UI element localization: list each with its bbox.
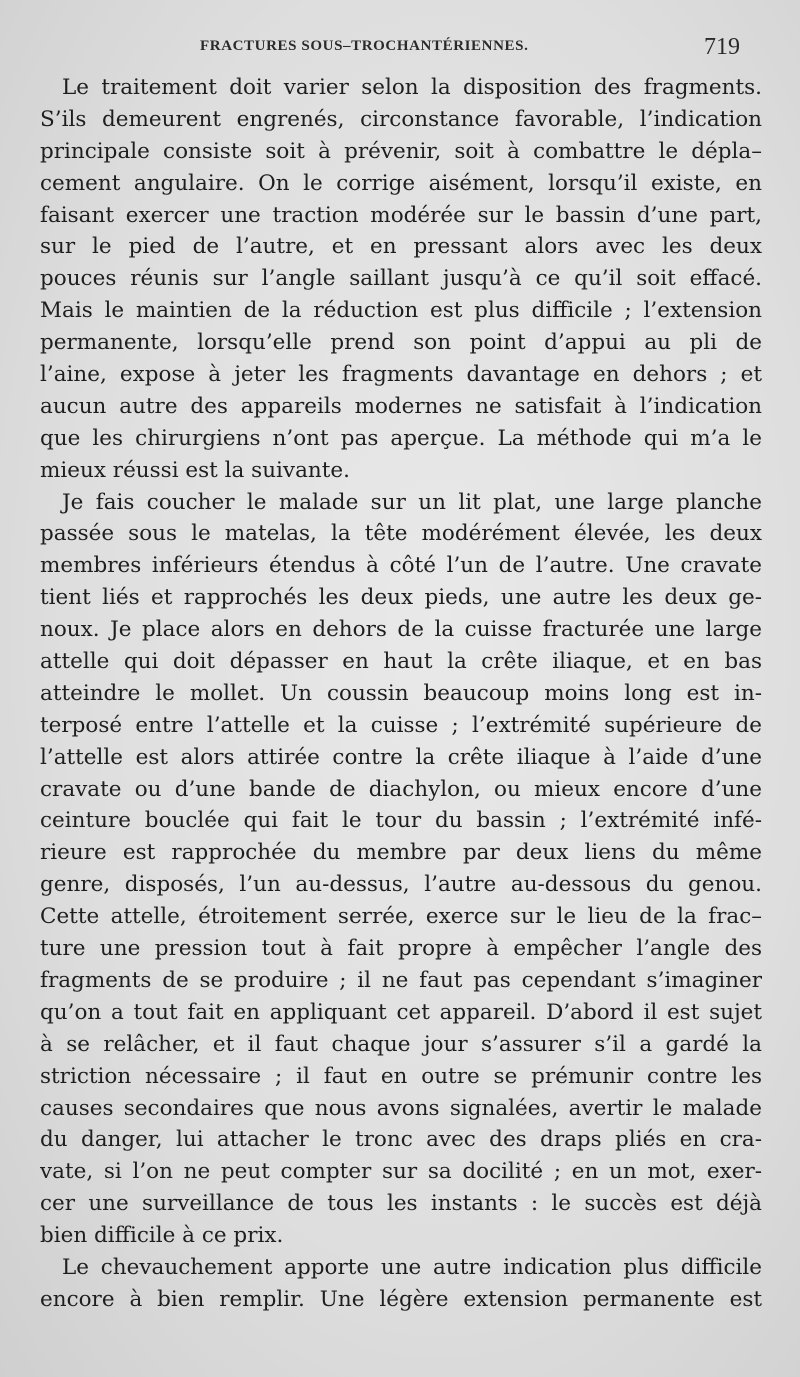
text-line: ture une pression tout à fait propre à empêcher l’angle des (40, 936, 762, 962)
text-line: noux. Je place alors en dehors de la cuisse fracturée une large (40, 617, 762, 643)
text-line: principale consiste soit à prévenir, soit à combattre le dépla– (40, 138, 762, 164)
page-number: 719 (704, 34, 740, 60)
text-line: attelle qui doit dépasser en haut la crête iliaque, et en bas (40, 649, 762, 675)
text-line: cement angulaire. On le corrige aisément, lorsqu’il existe, en (40, 170, 762, 196)
text-line: l’aine, expose à jeter les fragments davantage en dehors ; et (40, 362, 762, 388)
text-line: aucun autre des appareils modernes ne satisfait à l’indication (40, 393, 762, 419)
text-line: permanente, lorsqu’elle prend son point d’appui au pli de (40, 330, 762, 356)
text-line: du danger, lui attacher le tronc avec des draps pliés en cra- (40, 1127, 762, 1153)
text-line: atteindre le mollet. Un coussin beaucoup moins long est in- (40, 680, 762, 706)
text-line: Le traitement doit varier selon la disposition des fragments. (62, 75, 762, 100)
text-line: encore à bien remplir. Une légère extension permanente est (40, 1286, 762, 1312)
text-line: Cette attelle, étroitement serrée, exerce sur le lieu de la frac– (40, 904, 762, 930)
text-line: membres inférieurs étendus à côté l’un de l’autre. Une cravate (40, 553, 762, 579)
paragraph (40, 1252, 762, 1316)
text-line: mieux réussi est la suivante. (40, 457, 350, 483)
text-line: cravate ou d’une bande de diachylon, ou mieux encore d’une (40, 776, 762, 802)
text-line: genre, disposés, l’un au-dessus, l’autre au-dessous du genou. (40, 872, 762, 898)
text-line: fragments de se produire ; il ne faut pas cependant s’imaginer (40, 967, 762, 993)
running-title: FRACTURES SOUS–TROCHANTÉRIENNES. (200, 38, 529, 54)
text-line: cer une surveillance de tous les instants : le succès est déjà (40, 1191, 762, 1217)
text-line: passée sous le matelas, la tête modérément élevée, les deux (40, 521, 762, 547)
page-header (40, 34, 760, 64)
text-line: Mais le maintien de la réduction est plus difficile ; l’extension (40, 298, 762, 324)
text-line: Je fais coucher le malade sur un lit plat, une large planche (62, 489, 762, 515)
paragraph (40, 72, 762, 487)
text-line: sur le pied de l’autre, et en pressant alors avec les deux (40, 234, 762, 260)
text-line: Le chevauchement apporte une autre indication plus difficile (62, 1254, 762, 1280)
text-line: qu’on a tout fait en appliquant cet appareil. D’abord il est sujet (40, 999, 762, 1025)
text-line: S’ils demeurent engrenés, circonstance favorable, l’indication (40, 106, 762, 132)
text-line: faisant exercer une traction modérée sur le bassin d’une part, (40, 202, 762, 228)
text-line: que les chirurgiens n’ont pas aperçue. La méthode qui m’a le (40, 425, 762, 451)
text-line: ceinture bouclée qui fait le tour du bassin ; l’extrémité infé- (40, 808, 762, 834)
text-line: rieure est rapprochée du membre par deux liens du même (40, 840, 762, 866)
text-line: à se relâcher, et il faut chaque jour s’assurer s’il a gardé la (40, 1031, 762, 1057)
text-line: l’attelle est alors attirée contre la crête iliaque à l’aide d’une (40, 744, 762, 770)
text-line: pouces réunis sur l’angle saillant jusqu’à ce qu’il soit effacé. (40, 266, 762, 292)
text-line: tient liés et rapprochés les deux pieds, une autre les deux ge- (40, 585, 762, 611)
body-text (40, 72, 762, 1316)
text-line: terposé entre l’attelle et la cuisse ; l’extrémité supérieure de (40, 712, 762, 738)
text-line: vate, si l’on ne peut compter sur sa docilité ; en un mot, exer- (40, 1159, 762, 1185)
text-line: striction nécessaire ; il faut en outre se prémunir contre les (40, 1063, 762, 1089)
text-line: causes secondaires que nous avons signalées, avertir le malade (40, 1095, 762, 1121)
text-line: bien difficile à ce prix. (40, 1223, 284, 1249)
paragraph (40, 487, 762, 1252)
